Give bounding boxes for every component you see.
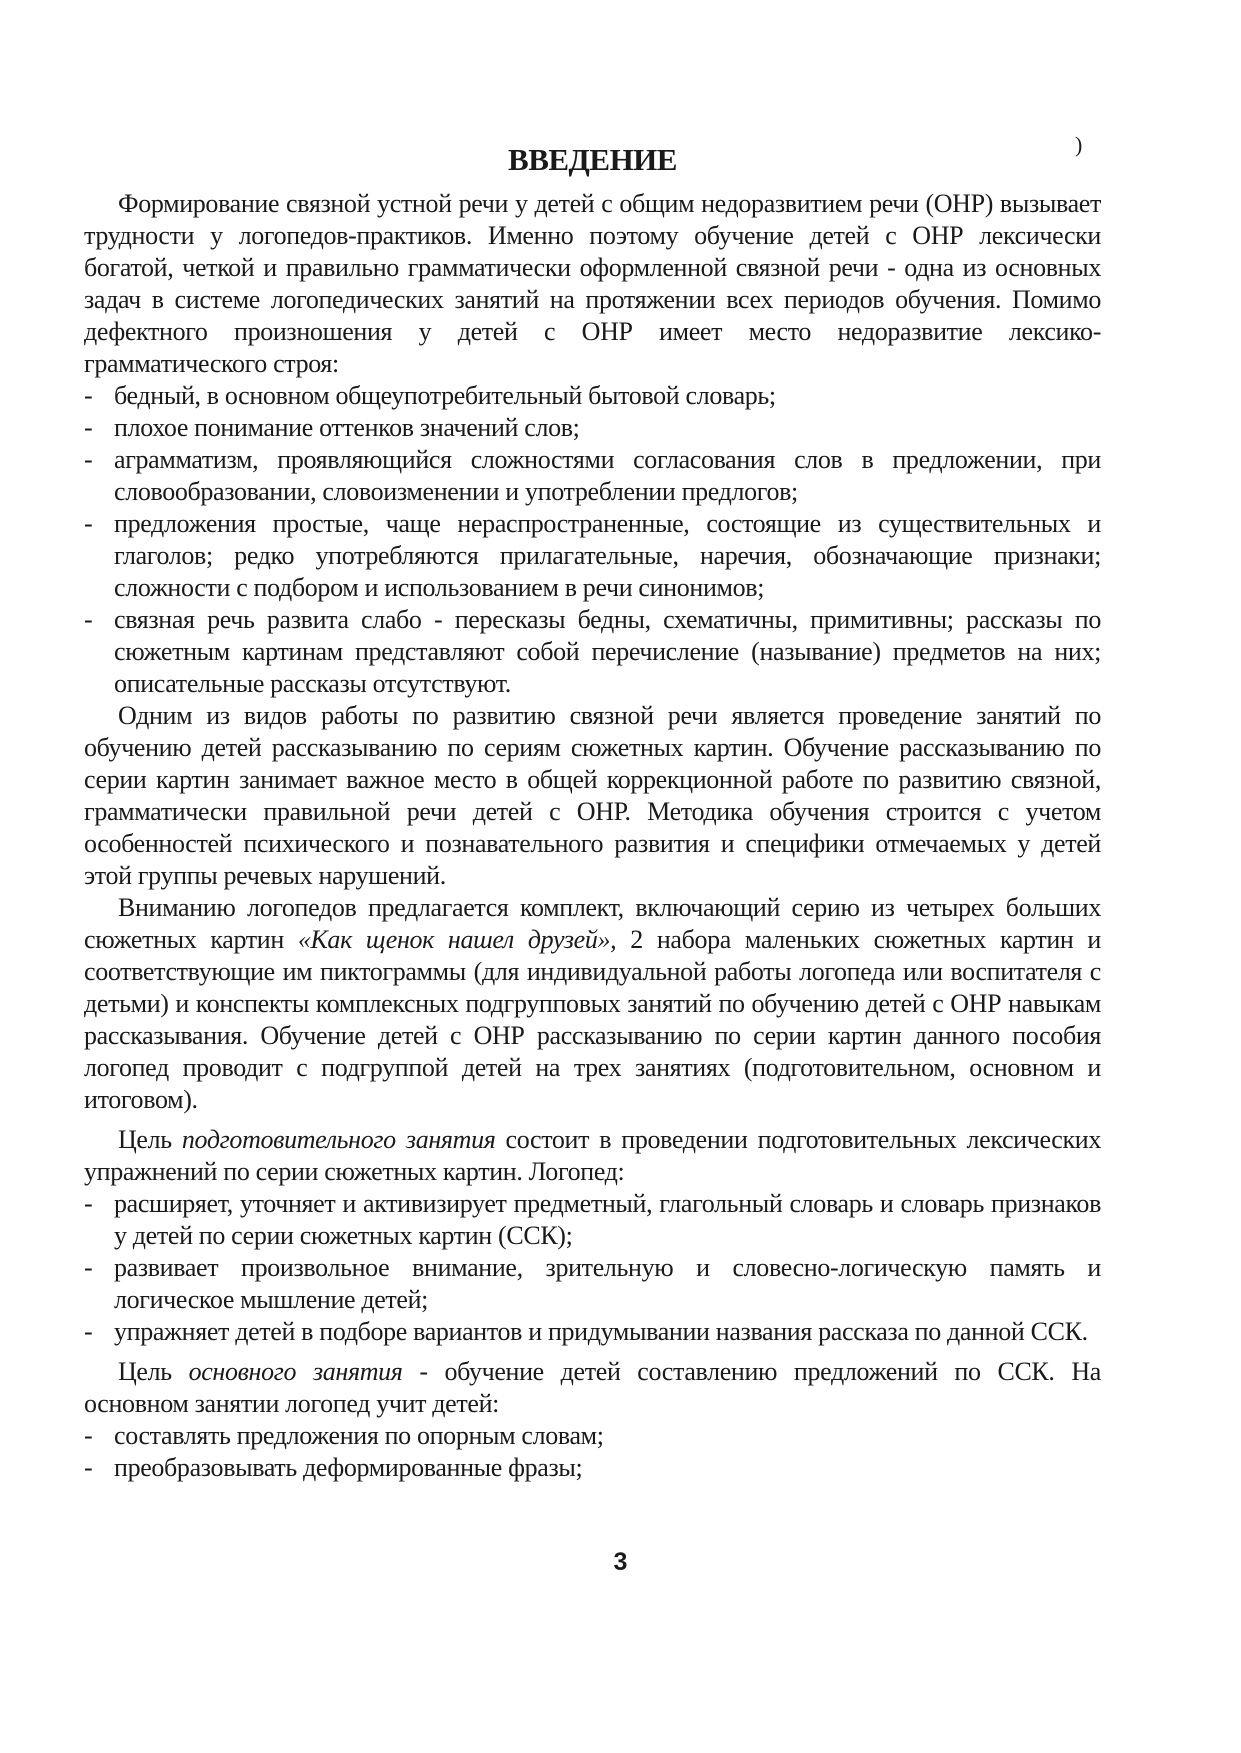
list-item: - расширяет, уточняет и активизирует предметный, глагольный словарь и словарь признаков у детей по серии сюжетных картин (ССК); bbox=[84, 1188, 1101, 1252]
book-title: «Как щенок нашел друзей», bbox=[297, 925, 617, 954]
paragraph-main-goal bbox=[84, 1356, 1101, 1420]
paragraph-main-text-1: Цель bbox=[118, 1357, 189, 1386]
paragraph-kit bbox=[84, 892, 1101, 1116]
prep-list bbox=[84, 1188, 1101, 1348]
list-item: - плохое понимание оттенков значений слов; bbox=[84, 412, 1101, 444]
paragraph-prep-goal bbox=[84, 1124, 1101, 1188]
main-list bbox=[84, 1420, 1101, 1484]
list-item: - аграмматизм, проявляющийся сложностями согласования слов в предложении, при словообразовании, словоизменении и употреблении предлогов; bbox=[84, 444, 1101, 508]
intro-paragraph: Формирование связной устной речи у детей с общим недоразвитием речи (ОНР) вызывает трудности у логопедов-практиков. Именно поэтому обучение детей с ОНР лексически богатой, четкой и правильно грамматически оформленной связной речи - одна из основных задач в системе логопедических занятий на протяжении всех периодов обучения. Помимо дефектного произношения у детей с ОНР имеет место недоразвитие лексико-грамматического строя: bbox=[84, 189, 1101, 378]
page-title: ВВЕДЕНИЕ bbox=[508, 142, 677, 177]
list-item: - преобразовывать деформированные фразы; bbox=[84, 1452, 1101, 1484]
paragraph-main-text-2: - обучение детей составлению предложений по ССК. На основном занятии логопед учит детей: bbox=[84, 1357, 1101, 1418]
list-item: - развивает произвольное внимание, зрительную и словесно-логическую память и логическое мышление детей; bbox=[84, 1252, 1101, 1316]
document-page bbox=[84, 140, 1101, 1484]
paragraph-kit-text-1: Вниманию логопедов предлагается комплект, включающий серию из четырех больших сюжетных картин bbox=[84, 893, 1101, 954]
intro-list bbox=[84, 380, 1101, 700]
list-item: - связная речь развита слабо - пересказы бедны, схематичны, примитивны; рассказы по сюжетным картинам представляют собой перечисление (называние) предметов на них; описательные рассказы отсутствуют. bbox=[84, 604, 1101, 700]
list-item: - упражняет детей в подборе вариантов и придумывании названия рассказа по данной ССК. bbox=[84, 1316, 1101, 1348]
list-item: - предложения простые, чаще нераспространенные, состоящие из существительных и глаголов; редко употребляются прилагательные, наречия, обозначающие признаки; сложности с подбором и использованием в речи синонимов; bbox=[84, 508, 1101, 604]
page-number: 3 bbox=[613, 1548, 628, 1576]
list-item: - бедный, в основном общеупотребительный бытовой словарь; bbox=[84, 380, 1101, 412]
prep-lesson-term: подготовительного занятия bbox=[181, 1125, 496, 1154]
paragraph-prep-text-2: состоит в проведении подготовительных лексических упражнений по серии сюжетных картин. Логопед: bbox=[84, 1125, 1101, 1186]
list-item: - составлять предложения по опорным словам; bbox=[84, 1420, 1101, 1452]
paragraph-kit-text-2: 2 набора маленьких сюжетных картин и соответствующие им пиктограммы (для индивидуальной работы логопеда или воспитателя с детьми) и конспекты комплексных подгрупповых занятий по обучению детей с ОНР навыкам рассказывания. Обучение детей с ОНР рассказыванию по серии картин данного пособия логопед проводит с подгруппой детей на трех занятиях (подготовительном, основном и итоговом). bbox=[84, 925, 1101, 1114]
corner-mark: ) bbox=[1075, 132, 1083, 157]
paragraph-series-work: Одним из видов работы по развитию связной речи является проведение занятий по обучению детей рассказыванию по сериям сюжетных картин. Обучение рассказыванию по серии картин занимает важное место в общей коррекционной работе по развитию связной, грамматически правильной речи детей с ОНР. Методика обучения строится с учетом особенностей психического и познавательного развития и специфики отмечаемых у детей этой группы речевых нарушений. bbox=[84, 701, 1101, 890]
main-lesson-term: основного занятия bbox=[188, 1357, 403, 1386]
paragraph-prep-text-1: Цель bbox=[118, 1125, 182, 1154]
